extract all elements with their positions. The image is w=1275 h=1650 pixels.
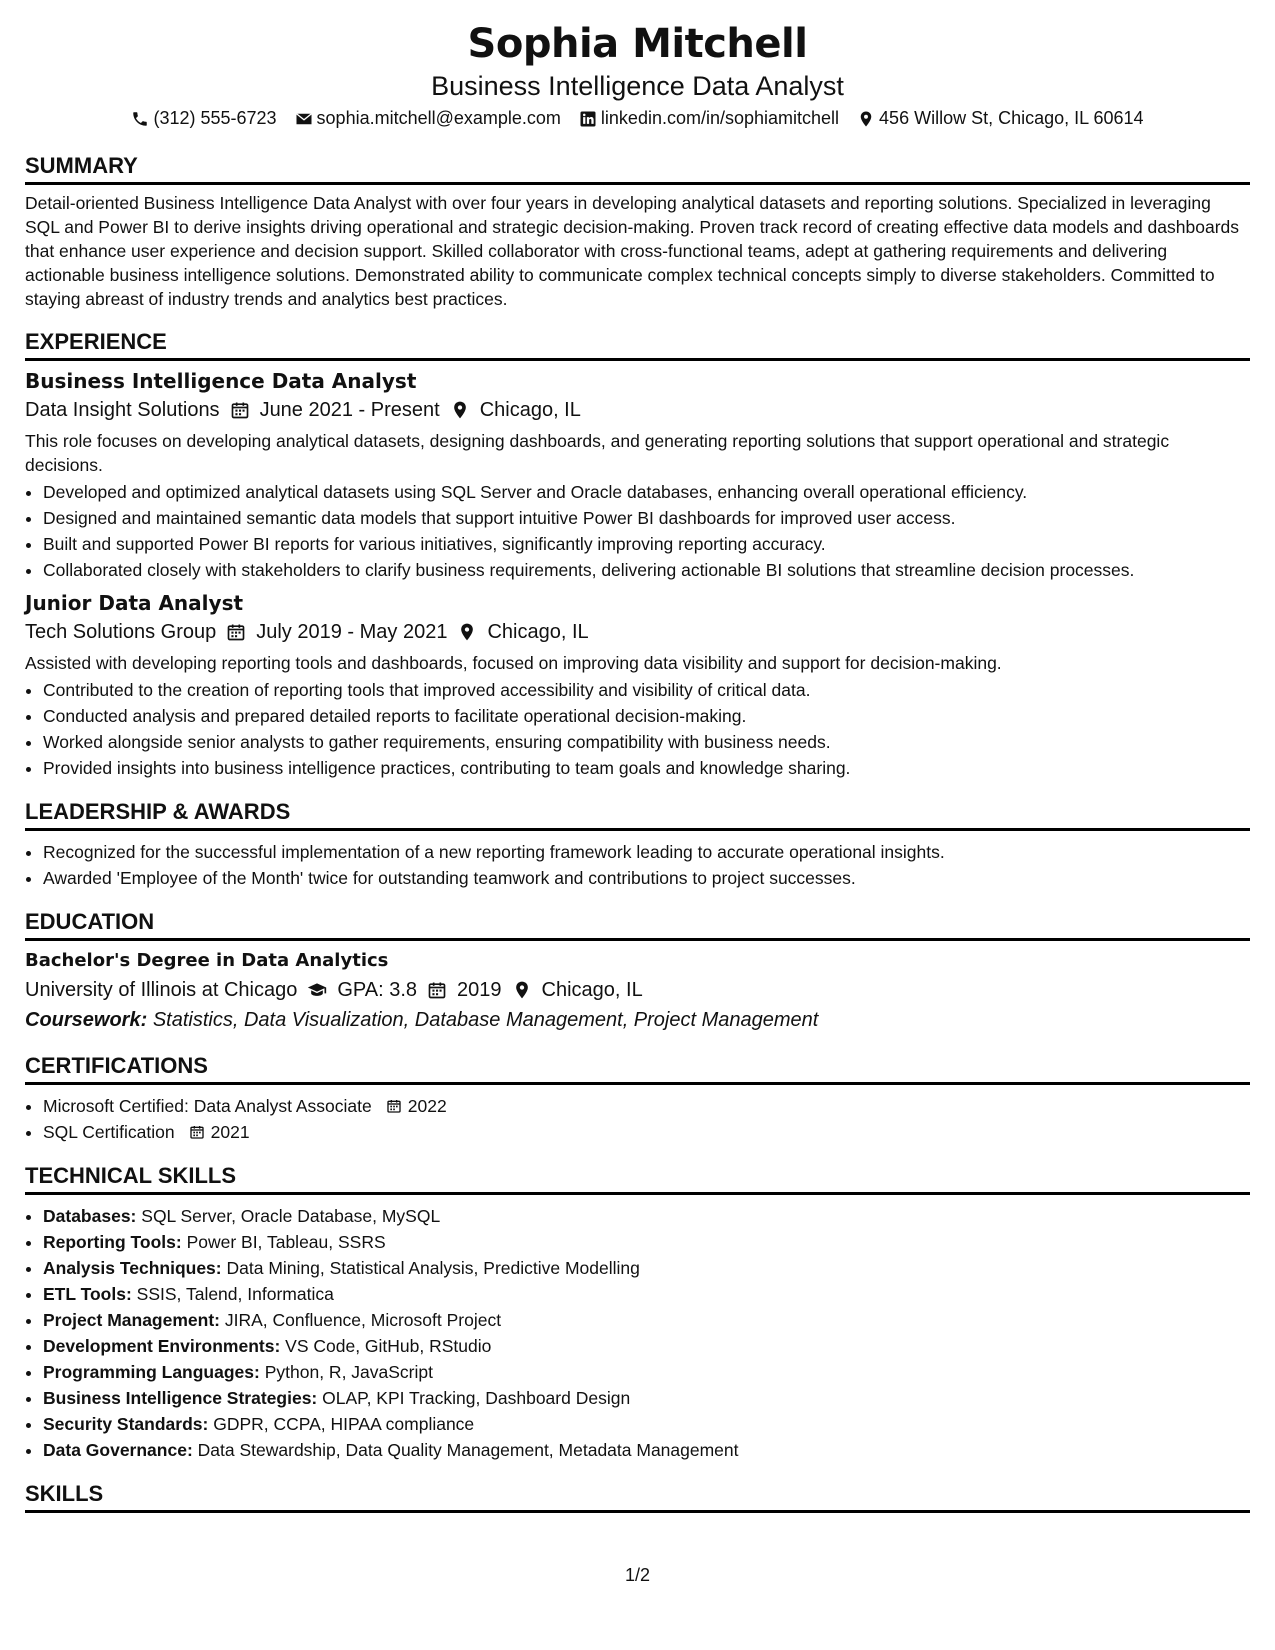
map-pin-icon [450,400,470,420]
job-location: Chicago, IL [487,621,589,643]
skill-label: Project Management: [43,1310,220,1330]
list-item [43,1229,1250,1255]
map-pin-icon [457,622,477,642]
calendar-icon [189,1124,205,1140]
job-description: This role focuses on developing analytical datasets, designing dashboards, and generating reporting solutions that support operational and strategic decisions. [25,431,1170,475]
skill-label: Databases: [43,1206,137,1226]
phone-icon [131,110,149,128]
list-item: • Conducted analysis and prepared detailed reports to facilitate operational decision-making. [43,703,1250,729]
graduation-cap-icon [307,980,327,1000]
graduation-year: 2019 [457,979,502,1001]
job-bullets [25,677,1250,781]
certifications-heading: CERTIFICATIONS [25,1053,1250,1085]
list-item [43,1281,1250,1307]
technical-skills-list [25,1203,1250,1463]
job-title: Junior Data Analyst [25,591,244,615]
skill-value: SQL Server, Oracle Database, MySQL [141,1206,441,1226]
job-description: Assisted with developing reporting tools and dashboards, focused on improving data visibility and support for decision-making. [25,653,1002,673]
list-item: • Developed and optimized analytical datasets using SQL Server and Oracle databases, enhancing overall operational efficiency. [43,479,1250,505]
job-meta [25,617,1250,647]
summary-heading: SUMMARY [25,153,1250,185]
job-dates: June 2021 - Present [259,399,440,421]
education-meta [25,975,1250,1005]
list-item [43,1093,1250,1119]
resume-header [25,18,1250,129]
resume-page [25,18,1250,1513]
contact-address [857,108,1143,129]
list-item [43,1203,1250,1229]
calendar-icon [386,1098,402,1114]
skill-label: ETL Tools: [43,1284,132,1304]
list-item [43,1333,1250,1359]
skill-label: Analysis Techniques: [43,1258,222,1278]
job-dates: July 2019 - May 2021 [256,621,448,643]
linkedin-text: linkedin.com/in/sophiamitchell [600,108,840,128]
calendar-icon [427,980,447,1000]
job-company: Data Insight Solutions [25,399,220,421]
certifications-section [25,1053,1250,1145]
map-pin-icon [512,980,532,1000]
list-item: • Collaborated closely with stakeholders to clarify business requirements, delivering actionable BI solutions that streamline decision processes. [43,557,1250,583]
list-item [43,1119,1250,1145]
list-item [43,1385,1250,1411]
linkedin-icon [579,110,597,128]
candidate-name: Sophia Mitchell [467,21,808,67]
page-number: 1/2 [624,1565,651,1585]
list-item: • Provided insights into business intelligence practices, contributing to team goals and knowledge sharing. [43,755,1250,781]
school-location: Chicago, IL [541,979,643,1001]
skill-label: Reporting Tools: [43,1232,182,1252]
list-item [43,1307,1250,1333]
technical-skills-section [25,1163,1250,1463]
list-item [43,1437,1250,1463]
education-section [25,909,1250,1035]
list-item: • Built and supported Power BI reports for various initiatives, significantly improving reporting accuracy. [43,531,1250,557]
coursework [25,1005,1250,1035]
cert-year: 2021 [210,1122,250,1142]
gpa-text: GPA: 3.8 [337,979,418,1001]
leadership-heading: LEADERSHIP & AWARDS [25,799,1250,831]
email-text: sophia.mitchell@example.com [316,108,561,128]
list-item: • Awarded 'Employee of the Month' twice for outstanding teamwork and contributions to project successes. [43,865,1250,891]
list-item [43,1359,1250,1385]
job-title: Business Intelligence Data Analyst [25,369,417,393]
cert-name: • Microsoft Certified: Data Analyst Associate [43,1096,372,1116]
map-pin-icon [857,110,875,128]
skill-label: Security Standards: [43,1414,209,1434]
job-entry [25,367,1250,583]
certifications-list [25,1093,1250,1145]
job-location: Chicago, IL [479,399,581,421]
leadership-section [25,799,1250,891]
list-item: • Worked alongside senior analysts to gather requirements, ensuring compatibility with business needs. [43,729,1250,755]
job-bullets [25,479,1250,583]
skill-value: JIRA, Confluence, Microsoft Project [224,1310,502,1330]
skill-label: Business Intelligence Strategies: [43,1388,318,1408]
phone-text: (312) 555-6723 [153,108,277,128]
skill-value: Data Mining, Statistical Analysis, Predictive Modelling [226,1258,640,1278]
skills-section [25,1481,1250,1513]
list-item [43,1255,1250,1281]
skill-value: OLAP, KPI Tracking, Dashboard Design [322,1388,631,1408]
skills-heading: SKILLS [25,1481,1250,1513]
experience-section [25,329,1250,781]
skill-value: Python, R, JavaScript [264,1362,433,1382]
job-company: Tech Solutions Group [25,621,217,643]
candidate-title: Business Intelligence Data Analyst [431,71,844,101]
coursework-text: Statistics, Data Visualization, Database Management, Project Management [152,1009,819,1031]
coursework-label: Coursework: [25,1009,148,1031]
job-meta [25,395,1250,425]
skill-value: VS Code, GitHub, RStudio [285,1336,492,1356]
cert-name: • SQL Certification [43,1122,175,1142]
contact-phone[interactable] [131,108,276,129]
calendar-icon [230,400,250,420]
experience-heading: EXPERIENCE [25,329,1250,361]
summary-text: Detail-oriented Business Intelligence Data Analyst with over four years in developing analytical datasets and reporting solutions. Specialized in leveraging SQL and Power BI to derive insights driving operational and strategic decision-making. Proven track record of creating effective data models and dashboards that enhance user experience and decision support. Skilled collaborator with cross-functional teams, adept at gathering requirements and delivering actionable business intelligence solutions. Demonstrated ability to communicate complex technical concepts simply to diverse stakeholders. Committed to staying abreast of industry trends and analytics best practices. [25,193,1240,309]
address-text: 456 Willow St, Chicago, IL 60614 [879,108,1144,128]
list-item: • Designed and maintained semantic data models that support intuitive Power BI dashboards for improved user access. [43,505,1250,531]
school-name: University of Illinois at Chicago [25,979,298,1001]
skill-label: Programming Languages: [43,1362,260,1382]
cert-year: 2022 [407,1096,447,1116]
leadership-list [25,839,1250,891]
calendar-icon [226,622,246,642]
list-item: • Contributed to the creation of reporting tools that improved accessibility and visibility of critical data. [43,677,1250,703]
contact-bar [25,108,1250,129]
skill-value: SSIS, Talend, Informatica [136,1284,334,1304]
contact-linkedin[interactable] [579,108,839,129]
list-item: • Recognized for the successful implementation of a new reporting framework leading to accurate operational insights. [43,839,1250,865]
summary-section [25,153,1250,311]
list-item [43,1411,1250,1437]
skill-label: Data Governance: [43,1440,193,1460]
envelope-icon [295,110,313,128]
degree-title: Bachelor's Degree in Data Analytics [25,950,389,971]
education-heading: EDUCATION [25,909,1250,941]
skill-value: Data Stewardship, Data Quality Management, Metadata Management [197,1440,739,1460]
contact-email[interactable] [295,108,561,129]
skill-value: GDPR, CCPA, HIPAA compliance [213,1414,475,1434]
technical-skills-heading: TECHNICAL SKILLS [25,1163,1250,1195]
skill-value: Power BI, Tableau, SSRS [186,1232,386,1252]
skill-label: Development Environments: [43,1336,281,1356]
job-entry [25,589,1250,781]
